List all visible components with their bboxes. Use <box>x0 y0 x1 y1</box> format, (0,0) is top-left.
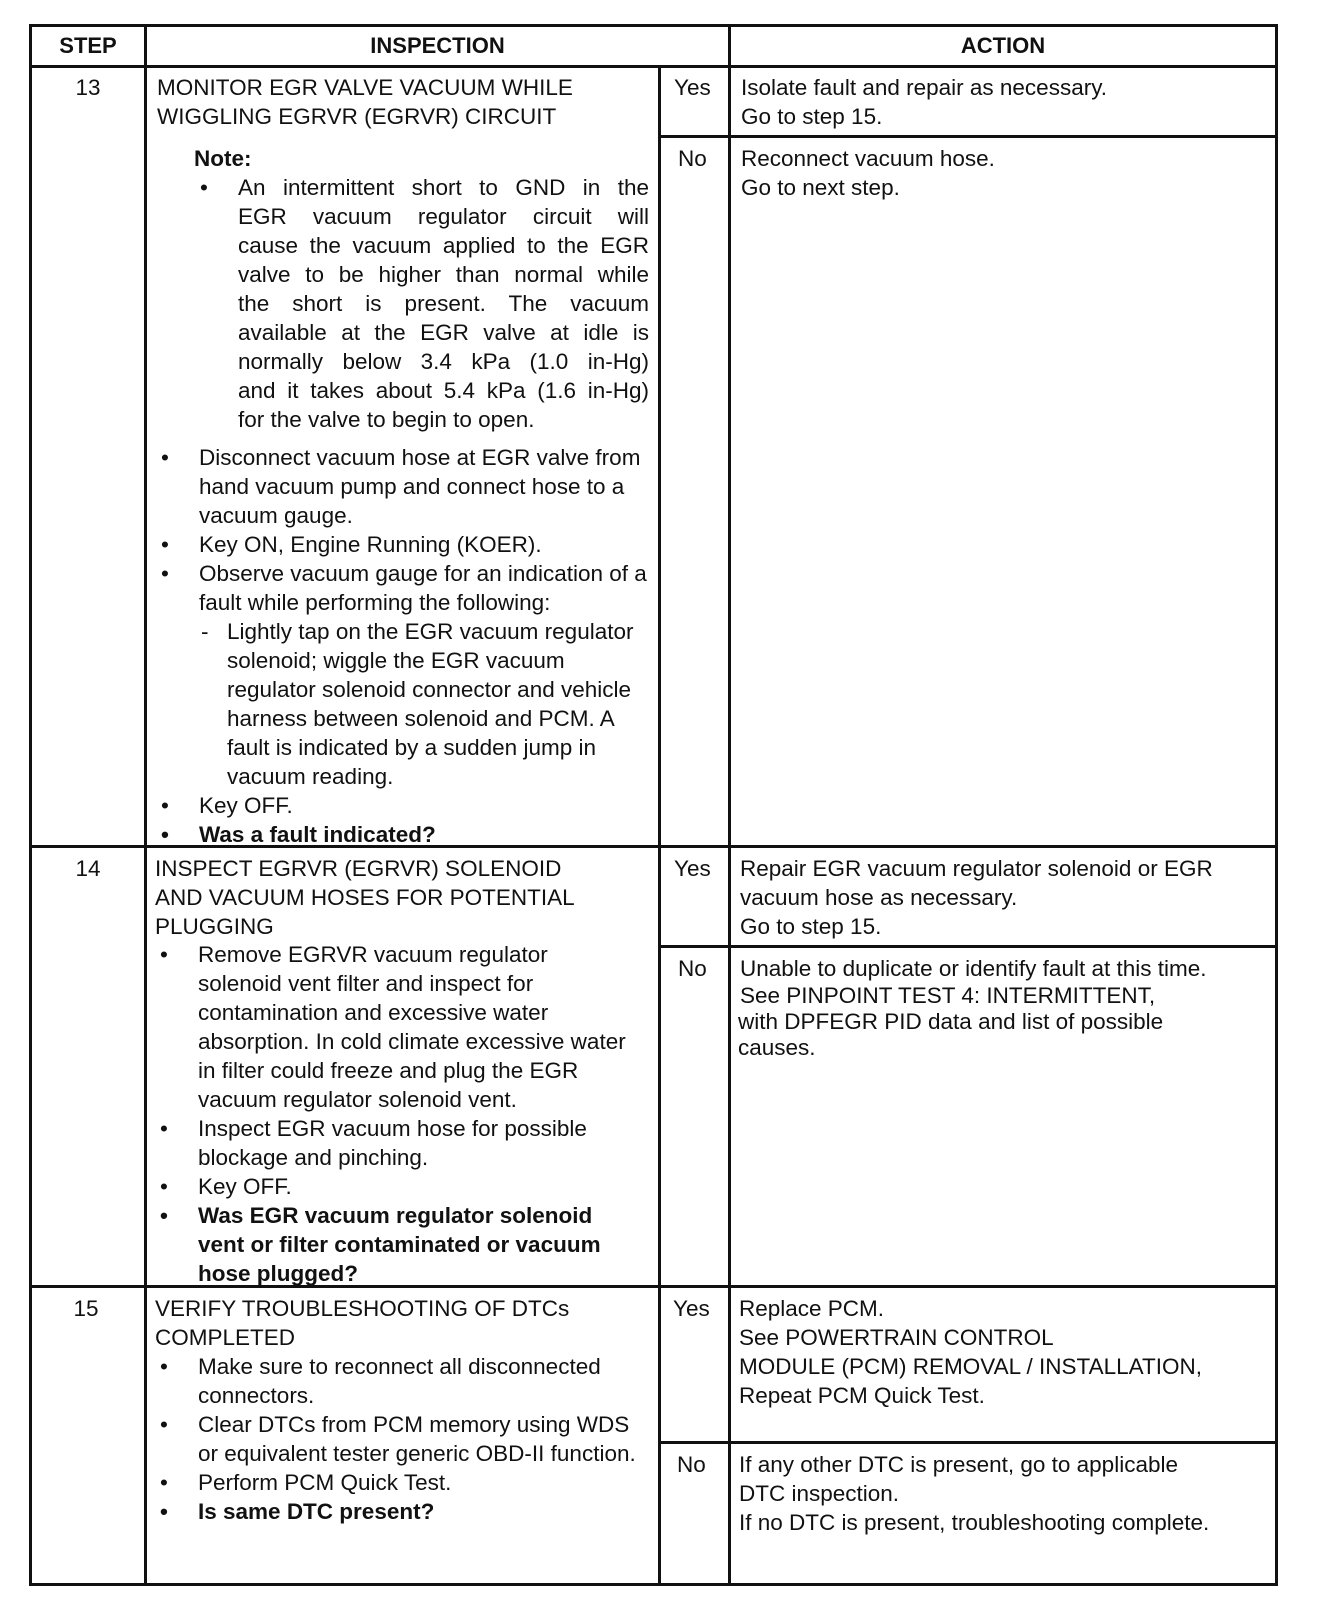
note-line: available at the EGR valve at idle is <box>238 320 649 345</box>
procedure-bullet: • Clear DTCs from PCM memory using WDS or equivalent tester generic OBD-II function. <box>154 1410 649 1468</box>
step-15-title-line: COMPLETED <box>155 1325 296 1350</box>
step-14-question: • Was EGR vacuum regulator solenoid vent or filter contaminated or vacuum hose plugged? <box>154 1201 634 1288</box>
step-13-yes-label: Yes <box>674 75 711 100</box>
action-line: Repeat PCM Quick Test. <box>739 1383 985 1408</box>
action-line: Repair EGR vacuum regulator solenoid or EGR <box>740 856 1213 881</box>
action-line: Go to step 15. <box>741 104 883 129</box>
step-number-15: 15 <box>73 1296 99 1321</box>
action-line: vacuum hose as necessary. <box>740 885 1018 910</box>
header-divider <box>29 65 1278 68</box>
table-border-right <box>1275 24 1278 1586</box>
note-line: EGR vacuum regulator circuit will <box>238 204 649 229</box>
step-15-yes-label: Yes <box>673 1296 710 1321</box>
step-14-title <box>155 854 575 941</box>
step-13-title-line: MONITOR EGR VALVE VACUUM WHILE <box>157 75 573 100</box>
step-14-yes-action <box>740 854 1213 941</box>
step-15-yes-action <box>739 1294 1202 1410</box>
step-13-title <box>157 73 573 131</box>
step-13-note <box>194 173 649 434</box>
step-15-no-action <box>739 1450 1209 1537</box>
step-14-title-line: AND VACUUM HOSES FOR POTENTIAL <box>155 885 575 910</box>
step-13-no-action <box>741 144 995 202</box>
procedure-bullet: • Remove EGRVR vacuum regulator solenoid vent filter and inspect for contamination and excessive water absorption. In cold climate excessive water in filter could freeze and plug the EGR vacuum regulator solenoid vent. <box>154 940 634 1114</box>
header-step: STEP <box>59 33 117 58</box>
action-column-divider <box>728 24 731 1586</box>
procedure-bullet: • Disconnect vacuum hose at EGR valve from hand vacuum pump and connect hose to a vacuum gauge. <box>155 443 650 530</box>
step-number-14: 14 <box>75 856 101 881</box>
procedure-bullet: • Perform PCM Quick Test. <box>154 1468 649 1497</box>
note-line: cause the vacuum applied to the EGR <box>238 233 649 258</box>
action-line: Go to next step. <box>741 175 900 200</box>
step-14-yes-label: Yes <box>674 856 711 881</box>
note-line: • An intermittent short to GND in the <box>238 175 649 200</box>
table-border-top <box>29 24 1278 27</box>
step-13-note-label: Note: <box>194 146 252 171</box>
yes-no-divider-13 <box>658 135 1278 138</box>
action-line: See POWERTRAIN CONTROL <box>739 1325 1054 1350</box>
step-13-yes-action <box>741 73 1107 131</box>
note-line: for the valve to begin to open. <box>238 407 535 432</box>
inspection-column-divider <box>658 66 661 1586</box>
action-line: Replace PCM. <box>739 1296 885 1321</box>
header-inspection: INSPECTION <box>370 33 505 58</box>
action-line: See PINPOINT TEST 4: INTERMITTENT, <box>740 983 1156 1008</box>
step-15-title <box>155 1294 569 1352</box>
step-14-title-line: PLUGGING <box>155 914 274 939</box>
table-border-left <box>29 24 32 1586</box>
step-13-no-label: No <box>678 146 707 171</box>
note-line: the short is present. The vacuum <box>238 291 649 316</box>
procedure-bullet: • Key OFF. <box>155 791 650 820</box>
header-action: ACTION <box>960 33 1046 58</box>
step-13-question: • Was a fault indicated? <box>155 820 650 849</box>
procedure-bullet: • Key OFF. <box>154 1172 634 1201</box>
note-line: normally below 3.4 kPa (1.0 in-Hg) <box>238 349 649 374</box>
procedure-bullet: • Key ON, Engine Running (KOER). <box>155 530 650 559</box>
yes-no-divider-15 <box>658 1441 1278 1444</box>
action-line: causes. <box>738 1035 816 1060</box>
action-line: MODULE (PCM) REMOVAL / INSTALLATION, <box>739 1354 1202 1379</box>
step-15-no-label: No <box>677 1452 706 1477</box>
procedure-bullet: • Make sure to reconnect all disconnected connectors. <box>154 1352 649 1410</box>
step-14-no-label: No <box>678 956 707 981</box>
action-line: If any other DTC is present, go to applicable <box>739 1452 1178 1477</box>
note-bullet <box>194 173 649 434</box>
step-14-no-action <box>740 954 1207 1061</box>
step-number-13: 13 <box>75 75 101 100</box>
step-15-question: • Is same DTC present? <box>154 1497 649 1526</box>
step-13-title-line: WIGGLING EGRVR (EGRVR) CIRCUIT <box>157 104 557 129</box>
procedure-bullet: • Inspect EGR vacuum hose for possible blockage and pinching. <box>154 1114 634 1172</box>
table-border-bottom <box>29 1583 1278 1586</box>
note-line: and it takes about 5.4 kPa (1.6 in-Hg) <box>238 378 649 403</box>
step-15-title-line: VERIFY TROUBLESHOOTING OF DTCs <box>155 1296 570 1321</box>
note-line: valve to be higher than normal while <box>238 262 649 287</box>
step-14-procedure <box>154 940 634 1288</box>
step-13-procedure <box>155 443 650 849</box>
action-line: Isolate fault and repair as necessary. <box>741 75 1108 100</box>
procedure-sub-bullet: - Lightly tap on the EGR vacuum regulator solenoid; wiggle the EGR vacuum regulator solenoid connector and vehicle harness between solenoid and PCM. A fault is indicated by a sudden jump in vacuum reading. <box>199 617 650 791</box>
procedure-bullet: • Observe vacuum gauge for an indication of a fault while performing the following: <box>155 559 650 617</box>
action-line: Reconnect vacuum hose. <box>741 146 995 171</box>
action-line: If no DTC is present, troubleshooting complete. <box>739 1510 1210 1535</box>
yes-no-divider-14 <box>658 945 1278 948</box>
action-line: DTC inspection. <box>739 1481 900 1506</box>
action-line: Unable to duplicate or identify fault at this time. <box>740 956 1207 981</box>
step-14-title-line: INSPECT EGRVR (EGRVR) SOLENOID <box>155 856 562 881</box>
action-line: with DPFEGR PID data and list of possible <box>738 1009 1164 1034</box>
step-15-procedure <box>154 1352 649 1526</box>
step-column-divider <box>144 24 147 1586</box>
action-line: Go to step 15. <box>740 914 882 939</box>
